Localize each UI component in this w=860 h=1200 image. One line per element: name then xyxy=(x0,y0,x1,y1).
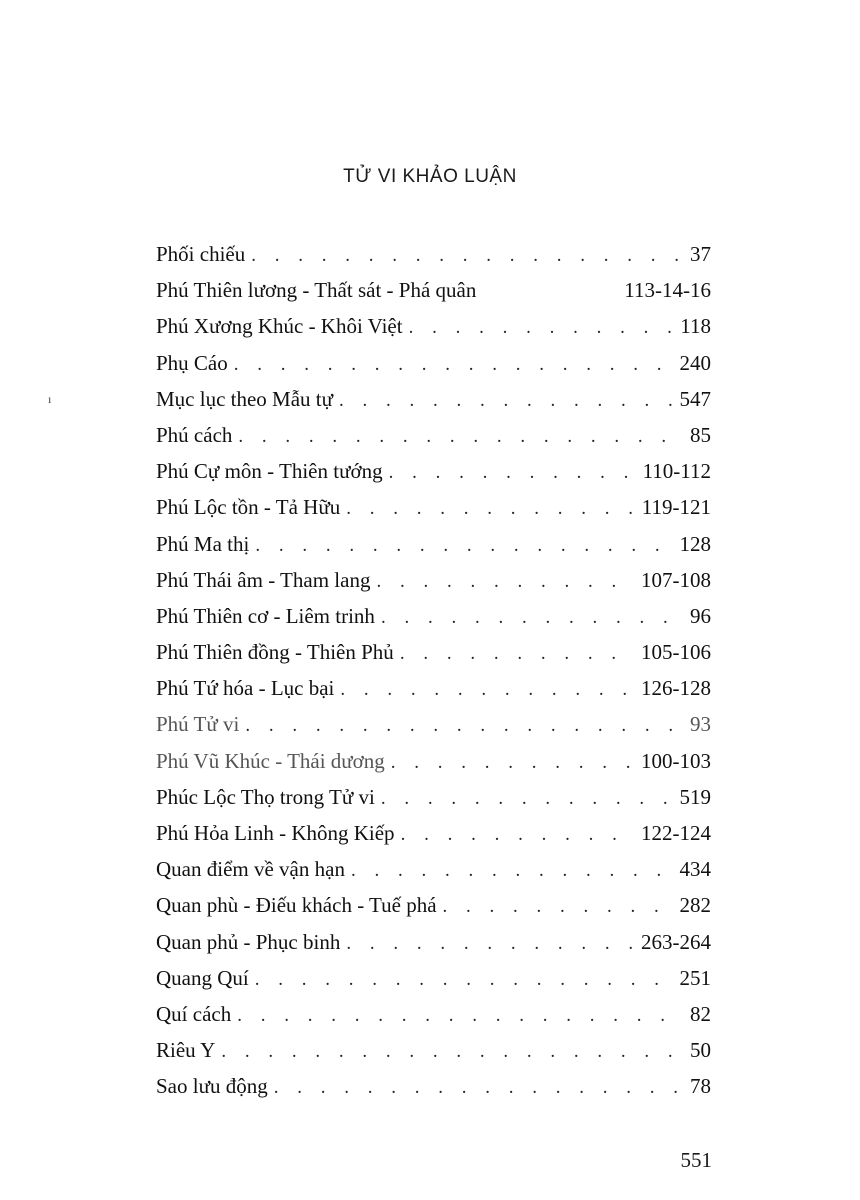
toc-entry-page: 85 xyxy=(690,422,711,447)
toc-entry-title: Phú Tử vi xyxy=(156,712,240,737)
dot-leader xyxy=(237,998,684,1034)
dot-leader xyxy=(274,1070,684,1106)
toc-entry xyxy=(156,453,711,489)
dot-leader xyxy=(255,528,673,564)
dot-leader xyxy=(400,636,635,672)
dot-leader xyxy=(238,419,684,455)
toc-entry-page: 107-108 xyxy=(641,567,711,592)
toc-entry-page: 82 xyxy=(690,1001,711,1026)
dot-leader xyxy=(443,889,674,925)
toc-entry-title: Phú Hỏa Linh - Không Kiếp xyxy=(156,821,395,845)
dot-leader xyxy=(255,962,674,998)
toc-entry-page: 37 xyxy=(690,242,711,266)
toc-entry xyxy=(156,706,711,742)
running-head: TỬ VI KHẢO LUẬN xyxy=(343,166,517,187)
toc-entry xyxy=(156,634,711,670)
dot-leader xyxy=(376,564,635,600)
toc-entry-title: Phú Cự môn - Thiên tướng xyxy=(156,459,383,484)
toc-entry-title: Phú Thái âm - Tham lang xyxy=(156,567,371,592)
toc-entry-page: 50 xyxy=(690,1038,711,1063)
toc-entry xyxy=(156,670,711,706)
dot-leader xyxy=(389,455,637,491)
toc-entry-page: 434 xyxy=(679,857,711,882)
toc-entry xyxy=(156,851,711,887)
toc-entry xyxy=(156,308,711,344)
toc-entry-title: Phối chiếu xyxy=(156,242,246,266)
toc-entry xyxy=(156,417,711,453)
toc-entry xyxy=(156,489,711,525)
toc-entry xyxy=(156,743,711,779)
dot-leader xyxy=(381,781,674,817)
margin-speck: ı xyxy=(48,392,52,406)
toc-entry-title: Phú Ma thị xyxy=(156,531,250,556)
toc-entry-title: Quan phù - Điếu khách - Tuế phá xyxy=(156,893,437,918)
toc-entry xyxy=(156,1032,711,1068)
toc-entry-page: 96 xyxy=(690,603,711,628)
toc-entry-page: 105-106 xyxy=(641,640,711,665)
toc-entry-page: 282 xyxy=(679,893,711,918)
dot-leader xyxy=(340,672,635,708)
toc-entry xyxy=(156,924,711,960)
toc-entry xyxy=(156,887,711,923)
toc-entry-page: 93 xyxy=(690,712,711,737)
dot-leader xyxy=(346,926,635,962)
toc-entry-page: 263-264 xyxy=(641,929,711,954)
dot-leader xyxy=(391,745,635,781)
toc-entry-page: 519 xyxy=(679,784,711,809)
dot-leader xyxy=(251,238,684,274)
toc-entry-page: 118 xyxy=(680,314,711,339)
dot-leader xyxy=(381,600,684,636)
toc-entry-title: Phú cách xyxy=(156,422,233,447)
dot-leader xyxy=(245,708,684,744)
toc-entry-page: 110-112 xyxy=(642,459,711,484)
toc-entry-page: 126-128 xyxy=(641,676,711,701)
toc-entry-page: 78 xyxy=(690,1074,711,1099)
toc-entry-page: 100-103 xyxy=(641,748,711,773)
toc-entry-title: Phú Xương Khúc - Khôi Việt xyxy=(156,314,403,339)
toc-entry-page: 119-121 xyxy=(641,495,711,520)
toc-entry-page: 547 xyxy=(679,386,711,411)
toc-entry xyxy=(156,526,711,562)
toc-entry-title: Quan điểm về vận hạn xyxy=(156,857,345,882)
toc-entry xyxy=(156,562,711,598)
toc-entry-page: 113-14-16 xyxy=(624,278,711,303)
toc-entry-title: Mục lục theo Mẫu tự xyxy=(156,386,334,411)
toc-entry-title: Phú Thiên cơ - Liêm trinh xyxy=(156,603,375,628)
toc-entry xyxy=(156,1068,711,1104)
toc-entry-title: Sao lưu động xyxy=(156,1074,268,1099)
toc-entry xyxy=(156,598,711,634)
toc-entry-title: Phụ Cáo xyxy=(156,350,228,375)
dot-leader xyxy=(351,853,674,889)
toc-entry-title: Riêu Y xyxy=(156,1038,216,1063)
toc-entry xyxy=(156,272,711,308)
toc-entry-page: 240 xyxy=(679,350,711,375)
toc-entry-title: Quan phủ - Phục binh xyxy=(156,929,341,954)
toc-entry-title: Phú Lộc tồn - Tả Hữu xyxy=(156,495,341,520)
dot-leader xyxy=(339,383,673,419)
toc-entry-title: Quí cách xyxy=(156,1001,232,1026)
page-number: 551 xyxy=(680,1148,712,1172)
toc-entry-title: Quang Quí xyxy=(156,965,249,990)
toc-entry xyxy=(156,236,711,272)
table-of-contents xyxy=(156,236,711,1105)
toc-entry-title: Phú Thiên đồng - Thiên Phủ xyxy=(156,640,394,665)
toc-entry xyxy=(156,345,711,381)
toc-entry xyxy=(156,815,711,851)
dot-leader xyxy=(346,491,636,527)
toc-entry-title: Phú Tứ hóa - Lục bại xyxy=(156,676,335,701)
toc-entry xyxy=(156,996,711,1032)
toc-entry-page: 128 xyxy=(679,531,711,556)
toc-entry-page: 122-124 xyxy=(641,821,711,845)
toc-entry xyxy=(156,381,711,417)
dot-leader xyxy=(221,1034,684,1070)
toc-entry-title: Phúc Lộc Thọ trong Tử vi xyxy=(156,784,375,809)
toc-entry-page: 251 xyxy=(679,965,711,990)
dot-leader xyxy=(401,817,635,853)
toc-entry xyxy=(156,779,711,815)
toc-entry-title: Phú Thiên lương - Thất sát - Phá quân xyxy=(156,278,477,303)
dot-leader xyxy=(234,347,674,383)
toc-entry xyxy=(156,960,711,996)
dot-leader xyxy=(409,310,675,346)
toc-entry-title: Phú Vũ Khúc - Thái dương xyxy=(156,748,385,773)
